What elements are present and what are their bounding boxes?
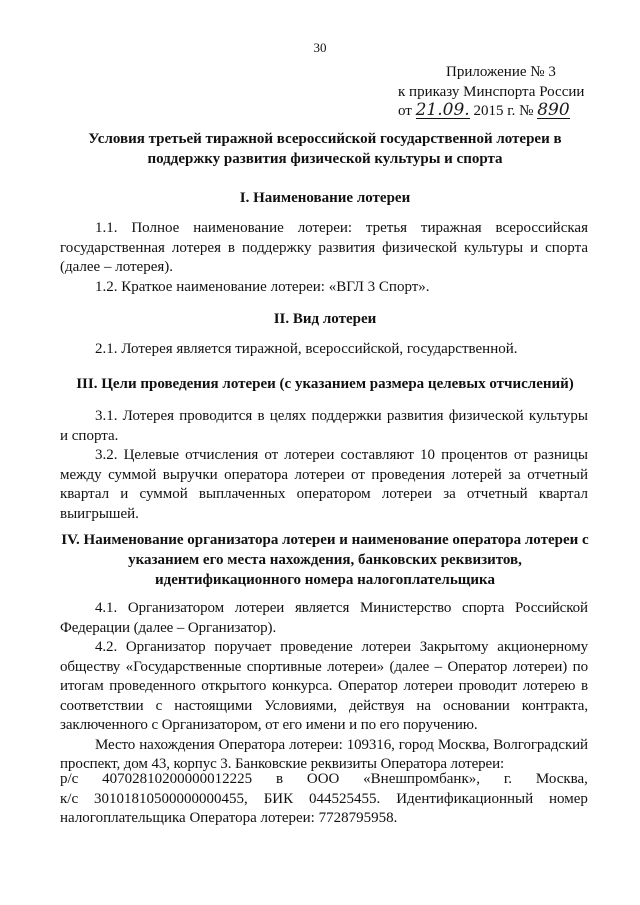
bank-row-1-cell: в (275, 771, 284, 787)
bank-row-2-cell: 30101810500000000455, (94, 790, 248, 807)
paragraph-4-2: 4.2. Организатор поручает проведение лотереи Закрытому акционерному обществу «Государственные спортивные лотереи» (далее – Оператор лотереи) по итогам проведенного открытого конкурса. Оператор лотереи проводит лотерею в соответствии с настоящими Условиями, действуя на основании контракта, заключенного с Организатором, от его имени и по его поручению. (60, 639, 588, 733)
section-2-body (60, 340, 588, 360)
bank-row-2-cell: Идентификационный (396, 790, 534, 807)
paragraph-2-1: 2.1. Лотерея является тиражной, всероссийской, государственной. (95, 341, 518, 357)
bank-details-row-1 (60, 770, 588, 790)
paragraph-3-1: 3.1. Лотерея проводится в целях поддержки развития физической культуры и спорта. (60, 408, 588, 444)
section-2-heading: II. Вид лотереи (273, 311, 377, 327)
section-1-heading: I. Наименование лотереи (239, 190, 411, 206)
annex-order-ref: к приказу Минспорта России (398, 83, 585, 100)
bank-row-1-cell: 40702810200000012225 (102, 771, 253, 787)
bank-details (60, 770, 588, 829)
bank-details-row-2 (60, 790, 588, 810)
bank-row-2-cell: номер (549, 790, 588, 807)
handwritten-date: 21.09. (415, 100, 470, 120)
paragraph-4-1: 4.1. Организатором лотереи является Министерство спорта Российской Федерации (далее – Организатор). (60, 600, 588, 636)
paragraph-1-2: 1.2. Краткое наименование лотереи: «ВГЛ 3 Спорт». (95, 278, 430, 295)
bank-row-1-cell: р/с (60, 771, 79, 787)
section-4-body (60, 599, 588, 775)
bank-row-1-cell: «Внешпромбанк», (363, 771, 481, 787)
annex-title: Приложение № 3 (446, 64, 556, 80)
handwritten-number: 890 (537, 100, 570, 120)
annex-date-line (398, 102, 584, 122)
document-title: Условия третьей тиражной всероссийской государственной лотереи в поддержку развития физической культуры и спорта (88, 131, 562, 167)
section-3-body (60, 407, 588, 524)
section-1-body (60, 219, 588, 297)
annex-block (398, 63, 584, 122)
bank-row-1-cell: ООО (306, 771, 340, 787)
date-prefix: от (398, 103, 412, 119)
bank-row-1-cell: г. (503, 771, 513, 787)
paragraph-4-3: Место нахождения Оператора лотереи: 109316, город Москва, Волгоградский проспект, дом 43, корпус 3. Банковские реквизиты Оператора лотереи: (60, 736, 588, 772)
page-number: 30 (313, 40, 327, 55)
bank-row-1-cell: Москва, (535, 771, 588, 787)
bank-row-2-cell: к/с (60, 790, 79, 807)
paragraph-1-1: 1.1. Полное наименование лотереи: третья тиражная всероссийская государственная лотерея в поддержку развития физической культуры и спорта (далее – лотерея). (60, 220, 588, 275)
paragraph-3-2: 3.2. Целевые отчисления от лотереи составляют 10 процентов от разницы между суммой выручки оператора лотереи от проведения лотерей за отчетный квартал и суммой выплаченных оператором лотереи за отчетный квартал выигрышей. (60, 447, 588, 522)
section-4-heading: IV. Наименование организатора лотереи и наименование оператора лотереи с указанием его места нахождения, банковских реквизитов, идентификационного номера налогоплательщика (61, 532, 589, 588)
bank-row-2-cell: 044525455. (309, 790, 381, 807)
bank-row-2-cell: БИК (263, 790, 294, 807)
date-year: 2015 г. № (473, 103, 534, 119)
bank-details-row-3: налогоплательщика Оператора лотереи: 7728795958. (60, 810, 398, 826)
section-3-heading: III. Цели проведения лотереи (с указанием размера целевых отчислений) (76, 376, 574, 392)
